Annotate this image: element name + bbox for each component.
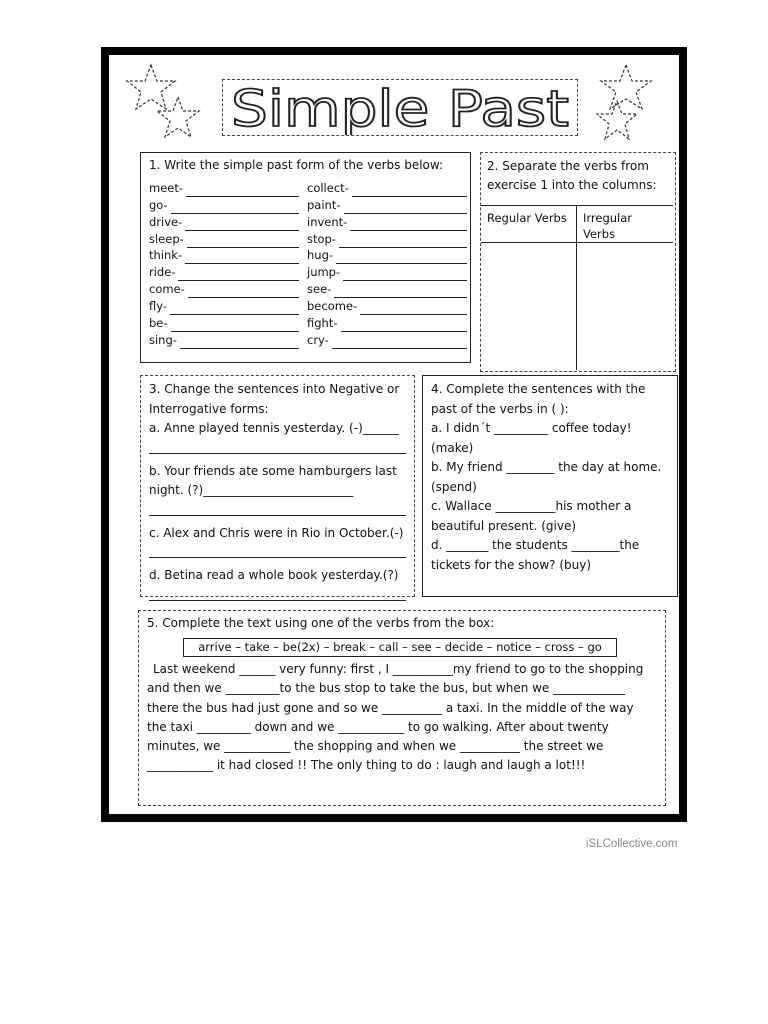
- verb-label: see-: [307, 282, 332, 297]
- answer-line[interactable]: [360, 302, 467, 315]
- sentence-d: d. Betina read a whole book yesterday.(?): [149, 568, 399, 582]
- verb-item: [307, 231, 467, 248]
- irregular-verbs-header: Irregular Verbs: [583, 211, 633, 241]
- verb-item: [307, 281, 467, 298]
- verb-item: [149, 281, 299, 298]
- verb-item: [307, 197, 467, 214]
- verb-columns-table: [481, 205, 673, 370]
- answer-line[interactable]: [339, 235, 467, 248]
- answer-line[interactable]: [171, 319, 299, 332]
- answer-line[interactable]: [350, 218, 467, 231]
- exercise-2: [480, 152, 676, 372]
- story-text: Last weekend ______ very funny: first , I __________my friend to go to the shopping and then we _________to the bus stop to take the bus, but when we ____________ there the bus had just gone and so we __________ a taxi. In the middle of the way the taxi _________ down and we ___________ to go walking. After about twenty minutes, we ___________ the shopping and when we __________ the street we ___________ it had closed !! The only thing to do : laugh and laugh a lot!!!: [147, 662, 644, 773]
- verb-label: invent-: [307, 214, 348, 229]
- verb-label: paint-: [307, 197, 341, 212]
- answer-line[interactable]: [344, 201, 468, 214]
- regular-verbs-header: Regular Verbs: [481, 206, 577, 370]
- verb-item: [307, 332, 467, 349]
- verb-label: fight-: [307, 316, 338, 331]
- answer-line[interactable]: [185, 251, 299, 264]
- verb-label: cry-: [307, 332, 329, 347]
- verb-item: [149, 214, 299, 231]
- verb-item: [149, 197, 299, 214]
- verb-label: stop-: [307, 231, 336, 246]
- exercise-5-instruction: 5. Complete the text using one of the verbs from the box:: [147, 616, 495, 630]
- title-box: [222, 79, 578, 136]
- verb-label: come-: [149, 282, 185, 297]
- answer-line[interactable]: [180, 336, 299, 349]
- verb-item: [149, 315, 299, 332]
- answer-line[interactable]: [171, 201, 299, 214]
- answer-line[interactable]: [170, 302, 299, 315]
- answer-line[interactable]: [352, 184, 467, 197]
- sentence-c: c. Wallace __________his mother a beautiful present. (give): [431, 499, 632, 533]
- verb-item: [307, 298, 467, 315]
- exercise-4-instruction: 4. Complete the sentences with the past of the verbs in ( ):: [431, 382, 646, 416]
- verb-label: collect-: [307, 180, 349, 195]
- exercise-3: [140, 375, 415, 597]
- answer-line[interactable]: [332, 336, 467, 349]
- page-title: Simple Past: [231, 80, 569, 135]
- site-credit: iSLCollective.com: [586, 838, 678, 850]
- verb-label: sing-: [149, 332, 177, 347]
- sentence-b: b. My friend ________ the day at home.(spend): [431, 460, 662, 494]
- worksheet-page: [101, 47, 687, 822]
- exercise-2-instruction: 2. Separate the verbs from exercise 1 into the columns:: [487, 159, 657, 192]
- answer-line[interactable]: [188, 285, 299, 298]
- verb-item: [149, 332, 299, 349]
- answer-line[interactable]: [185, 218, 299, 231]
- verb-item: [149, 180, 299, 197]
- answer-line[interactable]: [336, 251, 467, 264]
- sentence-c: c. Alex and Chris were in Rio in October.(-): [149, 525, 404, 540]
- verb-item: [149, 264, 299, 281]
- sentence-a: a. Anne played tennis yesterday. (-)______: [149, 421, 399, 435]
- answer-line[interactable]: [149, 586, 406, 601]
- verb-label: meet-: [149, 180, 184, 195]
- verb-label: think-: [149, 248, 183, 263]
- verb-label: be-: [149, 316, 168, 331]
- verb-label: hug-: [307, 248, 334, 263]
- verb-label: ride-: [149, 265, 176, 280]
- answer-line[interactable]: [334, 285, 467, 298]
- verb-label: sleep-: [149, 231, 184, 246]
- verb-item: [307, 315, 467, 332]
- verb-label: go-: [149, 197, 168, 212]
- verb-item: [307, 214, 467, 231]
- verb-label: become-: [307, 299, 358, 314]
- exercise-5: [138, 610, 666, 806]
- verb-list: [149, 180, 462, 349]
- verb-label: jump-: [307, 265, 341, 280]
- answer-line[interactable]: [343, 268, 467, 281]
- verb-item: [149, 298, 299, 315]
- answer-line[interactable]: [149, 543, 406, 558]
- verb-label: drive-: [149, 214, 183, 229]
- exercise-1-instruction: 1. Write the simple past form of the verbs below:: [149, 158, 444, 172]
- star-icon: [153, 95, 203, 141]
- table-divider: [481, 242, 673, 243]
- verb-item: [149, 248, 299, 265]
- answer-line[interactable]: [149, 439, 406, 454]
- answer-line[interactable]: [187, 235, 299, 248]
- answer-line[interactable]: [186, 184, 299, 197]
- sentence-a: a. I didn´t _________ coffee today! (make): [431, 421, 632, 455]
- verb-item: [307, 180, 467, 197]
- answer-line[interactable]: [178, 268, 299, 281]
- word-bank: arrive – take – be(2x) – break – call – see – decide – notice – cross – go: [183, 638, 617, 657]
- verb-item: [307, 248, 467, 265]
- verb-item: [149, 231, 299, 248]
- sentence-b: b. Your friends ate some hamburgers last night. (?)_________________________: [149, 463, 397, 497]
- answer-line[interactable]: [149, 501, 406, 516]
- verb-item: [307, 264, 467, 281]
- answer-line[interactable]: [341, 319, 468, 332]
- exercise-1: [140, 152, 471, 363]
- sentence-d: d. _______ the students ________the tickets for the show? (buy): [431, 538, 640, 572]
- star-icon: [593, 99, 641, 143]
- exercise-3-instruction: 3. Change the sentences into Negative or Interrogative forms:: [149, 382, 400, 416]
- exercise-4: [422, 375, 678, 597]
- verb-label: fly-: [149, 299, 167, 314]
